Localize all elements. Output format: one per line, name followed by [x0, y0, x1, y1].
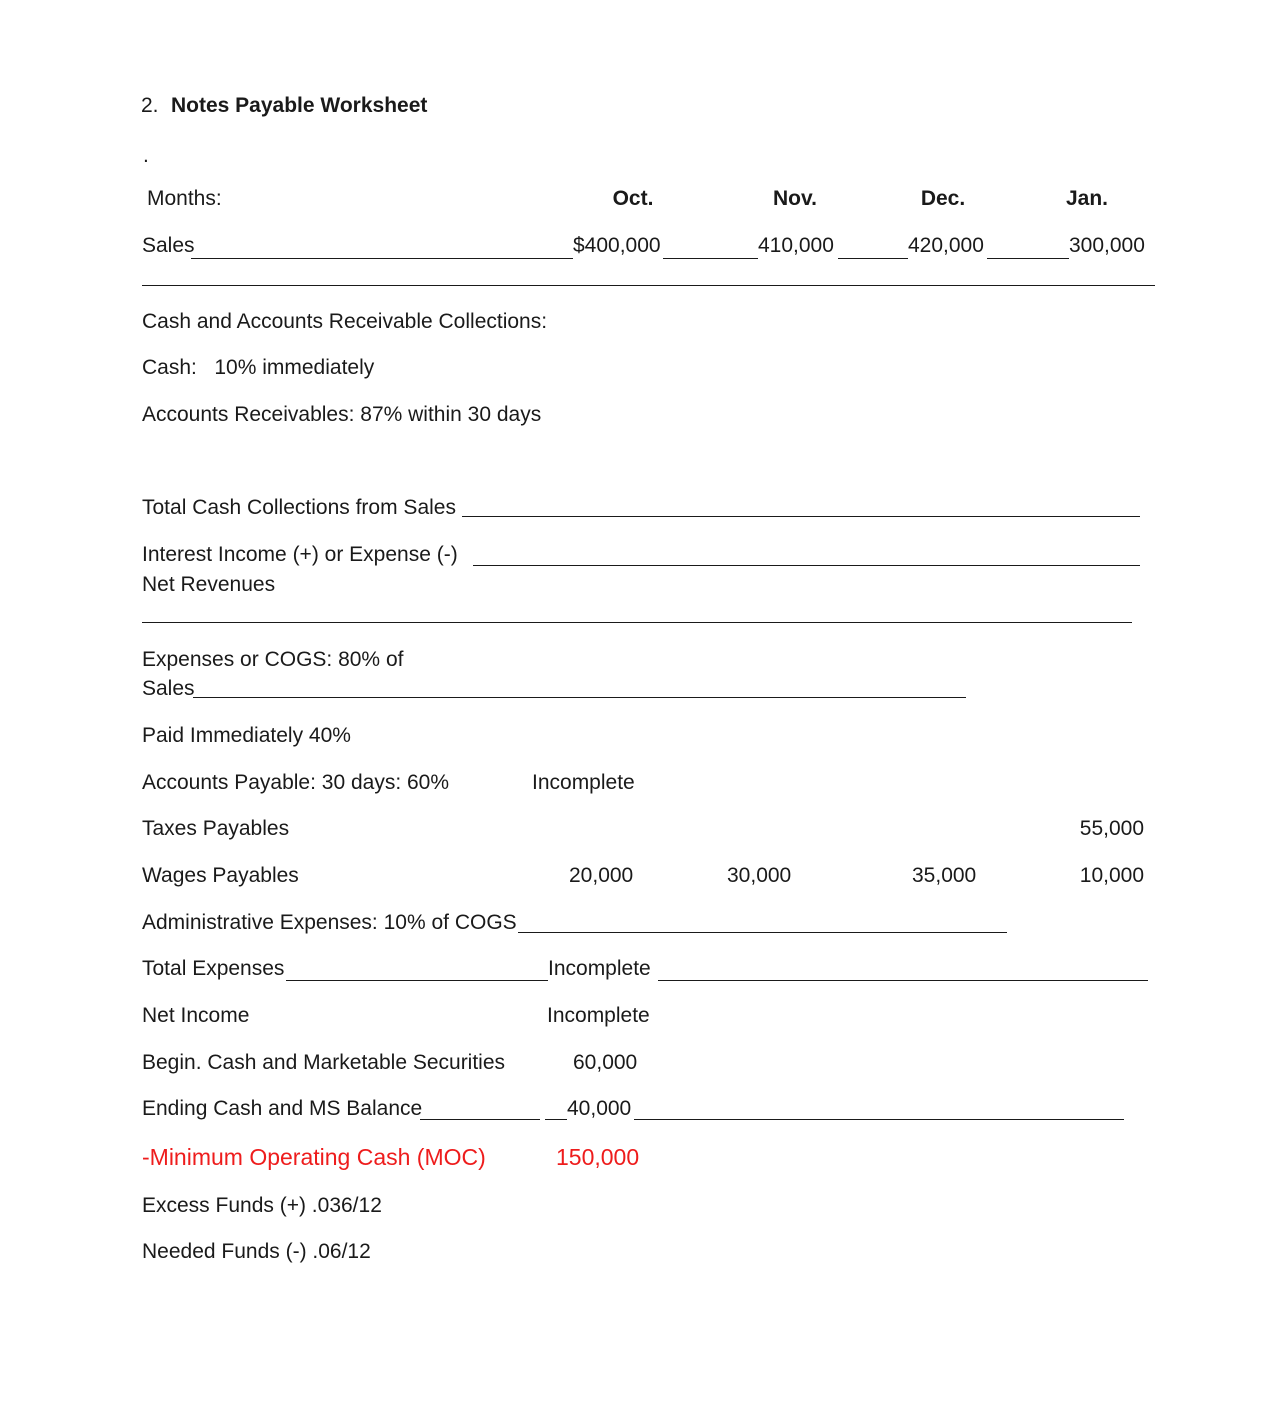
expenses-label-line1: Expenses or COGS: 80% of: [142, 648, 404, 671]
ending-cash-underline-3: [634, 1119, 1124, 1120]
sales-oct: $400,000: [573, 234, 661, 257]
sales-underline-3: [838, 258, 908, 259]
sales-label: Sales: [142, 234, 195, 257]
admin-expenses-label: Administrative Expenses: 10% of COGS: [142, 911, 517, 934]
sales-divider: [142, 285, 1155, 286]
accounts-payable-oct: Incomplete: [532, 771, 635, 794]
cash-collection: Cash: 10% immediately: [142, 356, 375, 379]
taxes-payables-label: Taxes Payables: [142, 817, 290, 840]
wages-oct: 20,000: [569, 864, 634, 887]
collections-heading: Cash and Accounts Receivable Collections:: [142, 310, 548, 333]
accounts-payable-label: Accounts Payable: 30 days: 60%: [142, 771, 450, 794]
net-revenues-divider: [142, 622, 1132, 623]
receivables-collection: Accounts Receivables: 87% within 30 days: [142, 403, 542, 426]
sales-dec: 420,000: [908, 234, 984, 257]
wages-dec: 35,000: [912, 864, 977, 887]
total-expenses-underline-1: [286, 980, 548, 981]
sales-underline-4: [987, 258, 1069, 259]
expenses-underline: [193, 697, 966, 698]
paid-immediately-label: Paid Immediately 40%: [142, 724, 351, 747]
begin-cash-label: Begin. Cash and Marketable Securities: [142, 1051, 506, 1074]
net-income-label: Net Income: [142, 1004, 250, 1027]
ending-cash-underline-1: [420, 1119, 540, 1120]
total-expenses-oct: Incomplete: [548, 957, 651, 980]
ending-cash-label: Ending Cash and MS Balance: [142, 1097, 423, 1120]
sales-underline-1: [191, 258, 573, 259]
taxes-payables-jan: 55,000: [1079, 817, 1144, 840]
expenses-label-line2: Sales: [142, 677, 195, 700]
net-revenues-label: Net Revenues: [142, 573, 276, 596]
sales-jan: 300,000: [1069, 234, 1145, 257]
excess-funds-label: Excess Funds (+) .036/12: [142, 1194, 382, 1217]
wages-jan: 10,000: [1079, 864, 1144, 887]
begin-cash-oct: 60,000: [573, 1051, 638, 1074]
total-expenses-underline-2: [658, 980, 1148, 981]
heading-number: 2.: [141, 94, 159, 117]
wages-nov: 30,000: [727, 864, 792, 887]
page-title: Notes Payable Worksheet: [171, 94, 428, 117]
needed-funds-label: Needed Funds (-) .06/12: [142, 1240, 371, 1263]
net-income-oct: Incomplete: [547, 1004, 650, 1027]
month-oct: Oct.: [612, 187, 654, 210]
total-cash-collections-label: Total Cash Collections from Sales: [142, 496, 456, 519]
month-nov: Nov.: [773, 187, 817, 210]
total-cash-collections-underline: [462, 516, 1140, 517]
moc-label: -Minimum Operating Cash (MOC): [142, 1144, 486, 1170]
sales-nov: 410,000: [758, 234, 834, 257]
month-dec: Dec.: [920, 187, 966, 210]
total-expenses-label: Total Expenses: [142, 957, 285, 980]
ending-cash-oct: 40,000: [567, 1097, 632, 1120]
ending-cash-underline-2: [545, 1119, 567, 1120]
months-label: Months:: [147, 187, 222, 210]
interest-label: Interest Income (+) or Expense (-): [142, 543, 458, 566]
admin-expenses-underline: [518, 932, 1007, 933]
interest-underline: [473, 565, 1140, 566]
stray-dot: .: [143, 144, 149, 167]
wages-payables-label: Wages Payables: [142, 864, 299, 887]
moc-oct: 150,000: [556, 1144, 640, 1170]
month-jan: Jan.: [1065, 187, 1109, 210]
sales-underline-2: [663, 258, 758, 259]
